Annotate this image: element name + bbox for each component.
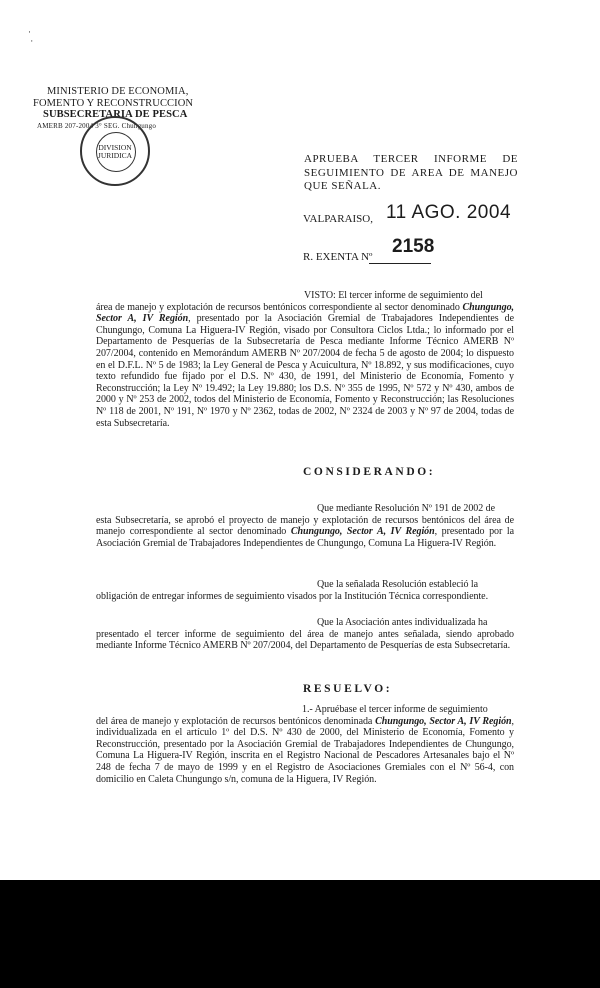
resolution-title: APRUEBA TERCER INFORME DE SEGUIMIENTO DE AREA DE MANEJO QUE SEÑALA.	[304, 153, 518, 192]
letterhead-subsecretaria: SUBSECRETARIA DE PESCA	[43, 109, 188, 120]
resuelvo-heading: RESUELVO:	[303, 683, 393, 695]
resuelvo-1-text-1: del área de manejo y explotación de recursos bentónicos denominada	[96, 715, 373, 727]
considerando-1-lead: Que mediante Resolución Nº 191 de 2002 de	[317, 503, 495, 514]
seal-text-top: DIVISION	[98, 143, 132, 152]
considerando-1-text-1: esta Subsecretaría, se aprobó el proyecto de manejo y explotación de recursos bentónicos del área de manejo correspondiente al sector denominado	[96, 514, 514, 538]
place: VALPARAISO,	[303, 213, 373, 225]
considerando-1	[96, 503, 514, 549]
resuelvo-1-lead: 1.- Apruébase el tercer informe de seguimiento	[302, 704, 488, 715]
considerando-2	[96, 579, 514, 602]
visto-text-1: área de manejo y explotación de recursos bentónicos correspondiente al sector denominado	[96, 301, 460, 313]
seal-text-bottom: JURIDICA	[97, 151, 133, 160]
considerando-heading: CONSIDERANDO:	[303, 466, 436, 478]
official-seal	[80, 116, 150, 186]
considerando-2-text: obligación de entregar informes de seguimiento visados por la Institución Técnica correspondiente.	[96, 590, 489, 602]
considerando-3	[96, 617, 514, 652]
resuelvo-1-area-name: Chungungo, Sector A, IV Región	[375, 715, 512, 727]
visto-area-name: Chungungo, Sector A, IV Región	[96, 301, 514, 325]
seal-text	[82, 144, 148, 160]
letterhead-ministry: MINISTERIO DE ECONOMIA,	[47, 86, 189, 97]
visto-text-2: , presentado por la Asociación Gremial de Trabajadores Independientes de Chungungo, Comuna La Higuera-IV Región, visado por Consultora Ciclos Ltda.; lo informado por el Departamento de Pesquerías de la Subsecretaría de Pesca mediante Informe Técnico AMERB Nº 207/2004, contenido en Memorándum AMERB Nº 207/2004 de fecha 5 de agosto de 2004; lo dispuesto en el D.F.L. Nº 5 de 1983; la Ley General de Pesca y Acuicultura, Nº 18.892, y sus modificaciones, cuyo texto refundido fue fijado por el D.S. Nº 430, de 1991, del Ministerio de Economía, Fomento y Reconstrucción; la Ley Nº 19.492; la Ley 19.880; los D.S. Nº 355 de 1995, Nº 572 y Nº 430, ambos de 2000 y Nº 253 de 2002, todos del Ministerio de Economía, Fomento y Reconstrucción; las Resoluciones Nº 118 de 2001, Nº 191, Nº 1970 y Nº 2362, todas de 2002, Nº 2324 de 2003 y Nº 97 de 2004, todas de esta Subsecretaría.	[96, 313, 515, 429]
scan-black-border	[0, 880, 600, 988]
resuelvo-1-text-2: , individualizada en el artículo 1º del D.S. Nº 430 de 2000, del Ministerio de Economía, Fomento y Reconstrucción, presentado por la Asociación Gremial de Trabajadores Independientes de Chungungo, Comuna La Higuera-IV Región, inscrita en el Registro Nacional de Pescadores Artesanales bajo el Nº 248 de fecha 7 de mayo de 1999 y en el Registro de Asociaciones Gremiales con el Nº 56-4, con domicilio en Caleta Chungungo s/n, comuna de la Higuera, IV Región.	[96, 715, 514, 785]
considerando-3-text: presentado el tercer informe de seguimiento del área de manejo antes señalada, siendo aprobado mediante Informe Técnico AMERB Nº 207/2004, del Departamento de Pesquerías de esta Subsecretaría.	[96, 628, 514, 652]
resolution-label: R. EXENTA Nº	[303, 251, 373, 263]
resolution-number: 2158	[392, 236, 435, 257]
considerando-1-area-name: Chungungo, Sector A, IV Región	[290, 526, 435, 538]
date-stamp: 11 AGO. 2004	[386, 202, 512, 223]
scan-specks: · ·	[28, 27, 34, 46]
resolution-underline	[369, 263, 431, 264]
resuelvo-1	[96, 704, 514, 785]
considerando-1-text-2: , presentado por la Asociación Gremial de Trabajadores Independientes de Chungungo, Comuna La Higuera-IV Región.	[96, 526, 514, 549]
considerando-3-lead: Que la Asociación antes individualizada ha	[317, 617, 488, 628]
reference-code: AMERB 207-2004 3° SEG. Chungungo	[37, 122, 157, 130]
visto-paragraph	[96, 290, 514, 429]
considerando-2-lead: Que la señalada Resolución estableció la	[317, 579, 478, 590]
visto-lead: VISTO: El tercer informe de seguimiento del	[304, 290, 483, 301]
letterhead-department: FOMENTO Y RECONSTRUCCION	[33, 97, 194, 109]
